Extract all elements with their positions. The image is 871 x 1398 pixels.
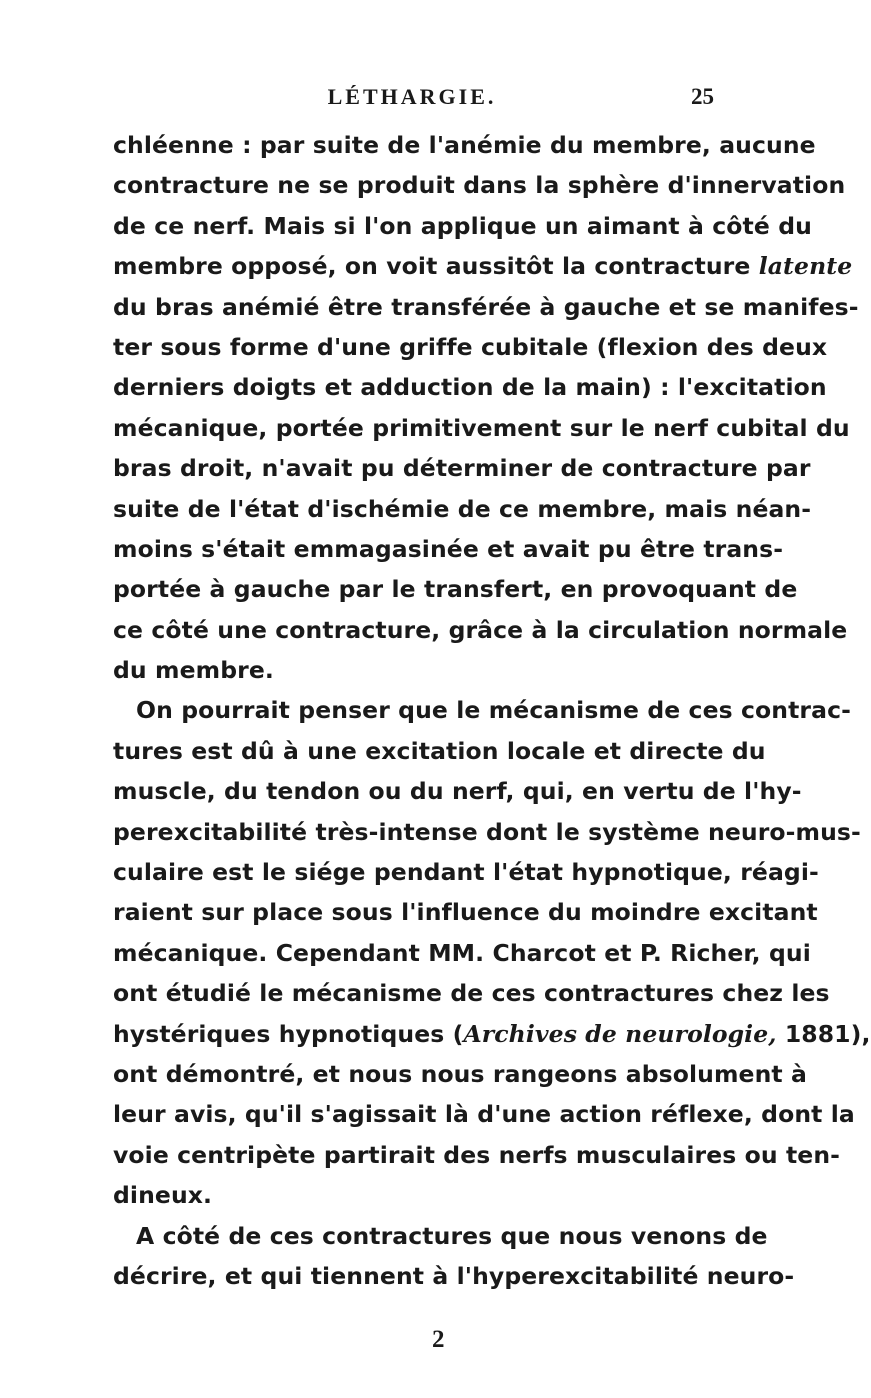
running-head: [110, 84, 714, 120]
text-line: tures est dû à une excitation locale et directe du: [113, 736, 766, 765]
italic-citation: Archives de neurologie,: [463, 1019, 777, 1048]
text-line: ont étudié le mécanisme de ces contractures chez les: [113, 979, 830, 1008]
text-line: suite de l'état d'ischémie de ce membre, mais néan-: [113, 494, 812, 523]
text-line: de ce nerf. Mais si l'on applique un aimant à côté du: [113, 211, 812, 240]
text-line: portée à gauche par le transfert, en provoquant de: [113, 575, 798, 604]
text-line: mécanique. Cependant MM. Charcot et P. Richer, qui: [113, 938, 811, 967]
text-line: ter sous forme d'une griffe cubitale (flexion des deux: [113, 332, 828, 361]
text-line: du membre.: [113, 656, 274, 685]
text-line: perexcitabilité très-intense dont le système neuro-mus-: [113, 817, 861, 846]
text-line: ce côté une contracture, grâce à la circulation normale: [113, 615, 848, 644]
signature-mark: 2: [432, 1326, 445, 1353]
text-line: dineux.: [113, 1181, 213, 1210]
page-number: 25: [691, 84, 714, 109]
body-text: [113, 125, 871, 1296]
running-title: LÉTHARGIE.: [327, 84, 497, 109]
text-line: décrire, et qui tiennent à l'hyperexcitabilité neuro-: [113, 1261, 795, 1290]
text-line: derniers doigts et adduction de la main) : l'excitation: [113, 373, 827, 402]
text-line: bras droit, n'avait pu déterminer de contracture par: [113, 454, 811, 483]
text-line: moins s'était emmagasinée et avait pu être trans-: [113, 534, 784, 563]
text-line: membre opposé, on voit aussitôt la contracture latente: [113, 252, 853, 281]
text-line: muscle, du tendon ou du nerf, qui, en vertu de l'hy-: [113, 777, 802, 806]
text-line: ont démontré, et nous nous rangeons absolument à: [113, 1059, 807, 1088]
text-line: voie centripète partirait des nerfs musculaires ou ten-: [113, 1140, 841, 1169]
text-line: chléenne : par suite de l'anémie du membre, aucune: [113, 131, 816, 159]
text-line: contracture ne se produit dans la sphère d'innervation: [113, 171, 846, 200]
text-line: culaire est le siége pendant l'état hypnotique, réagi-: [113, 858, 819, 887]
text-line: du bras anémié être transférée à gauche et se manifes-: [113, 292, 859, 321]
text-line: mécanique, portée primitivement sur le nerf cubital du: [113, 413, 850, 442]
italic-term: latente: [758, 252, 853, 281]
text-line: On pourrait penser que le mécanisme de ces contrac-: [136, 696, 851, 725]
text-line: leur avis, qu'il s'agissait là d'une action réflexe, dont la: [113, 1100, 855, 1129]
text-line: A côté de ces contractures que nous venons de: [136, 1221, 768, 1250]
text-line: hystériques hypnotiques (Archives de neurologie, 1881),: [113, 1019, 871, 1048]
text-line: raient sur place sous l'influence du moindre excitant: [113, 898, 818, 927]
